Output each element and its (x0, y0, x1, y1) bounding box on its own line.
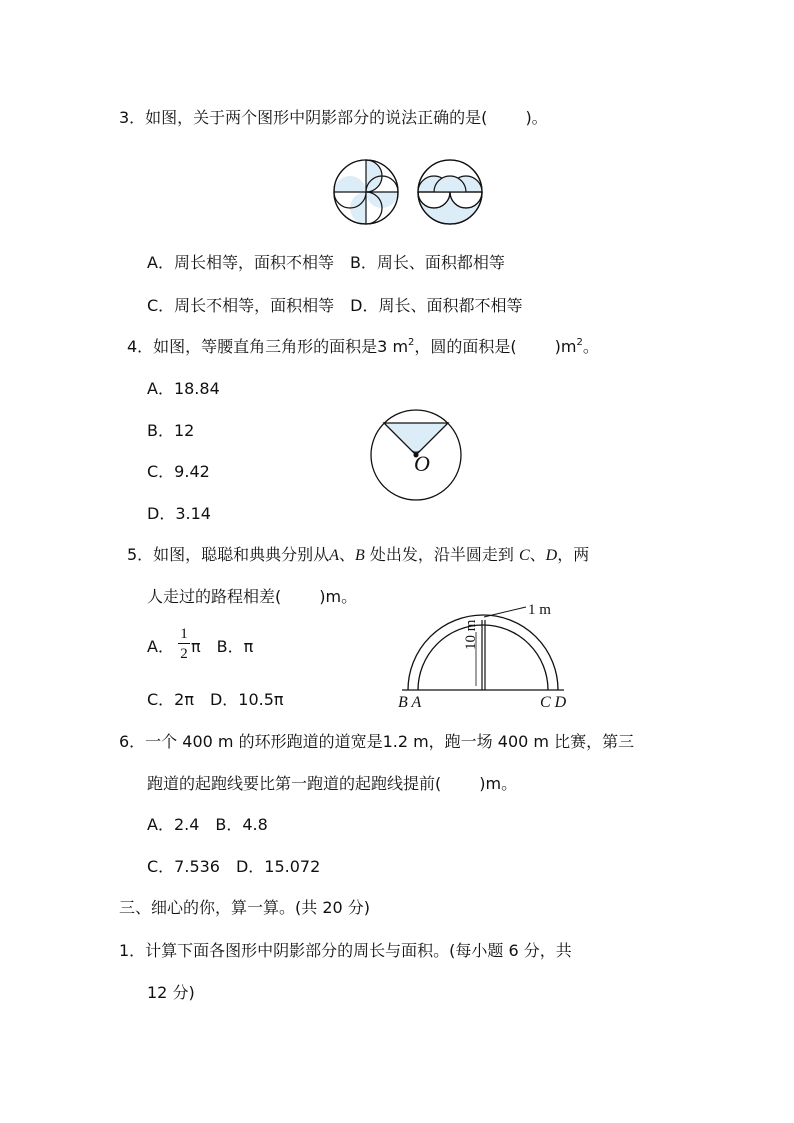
q6-line2-b: )m。 (479, 774, 518, 793)
q5-frac-den: 2 (180, 646, 188, 662)
q6-stem-line1: 6．一个 400 m 的环形跑道的道宽是1.2 m，跑一场 400 m 比赛，第三 (119, 732, 635, 751)
q3-figure (330, 158, 490, 228)
q4-sup-2: 2 (576, 337, 583, 348)
q4-stem-end: 。 (582, 337, 599, 356)
q5-line1-a: 5．如图，聪聪和典典分别从 (127, 545, 330, 564)
q4-option-b: B．12 (147, 421, 195, 440)
q5-figure-semicircles (396, 600, 586, 700)
q5-var-a: A (329, 547, 339, 564)
q4-sup-1: 2 (408, 337, 415, 348)
q3-stem-suffix: )。 (525, 108, 548, 127)
q5-var-b: B (354, 547, 365, 564)
section3-heading: 三、细心的你，算一算。(共 20 分) (119, 898, 371, 917)
q4-stem-unit: )m (554, 337, 577, 356)
section3-q1-line1: 1．计算下面各图形中阴影部分的周长与面积。(每小题 6 分，共 (119, 941, 572, 960)
q5-label-radius: 10 m (463, 619, 479, 650)
q4-stem-prefix: 4．如图，等腰直角三角形的面积是3 m (127, 337, 409, 356)
q4-option-d: D．3.14 (147, 504, 211, 523)
q5-frac-num: 1 (180, 626, 188, 642)
q5-var-d: D (545, 547, 558, 564)
q3-option-row-1: A．周长相等，面积不相等 B．周长、面积都相等 (147, 253, 505, 272)
q5-stem-line2 (147, 587, 357, 607)
q5-option-a-suffix: π B．π (191, 637, 254, 656)
q4-option-a: A．18.84 (147, 379, 220, 398)
q5-line2-b: )m。 (319, 587, 358, 606)
q4-option-c: C．9.42 (147, 462, 210, 481)
q3-option-row-2: C．周长不相等，面积相等 D．周长、面积都不相等 (147, 296, 523, 315)
q5-label-cd: C D (540, 694, 567, 711)
q5-option-a-prefix: A． (147, 637, 174, 656)
q3-stem-prefix: 3．如图，关于两个图形中阴影部分的说法正确的是( (119, 108, 488, 127)
section3-q1-line2: 12 分) (147, 983, 195, 1002)
q3-scallop-circle (418, 160, 482, 224)
q6-line2-a: 跑道的起跑线要比第一跑道的起跑线提前( (147, 774, 442, 793)
q4-stem (127, 337, 599, 357)
q5-line1-c: ，两 (557, 545, 590, 564)
q6-options-cd: C．7.536 D．15.072 (147, 857, 321, 876)
q3-pinwheel-circle (334, 160, 398, 224)
q5-line2-a: 人走过的路程相差( (147, 587, 282, 606)
q6-options-ab: A．2.4 B．4.8 (147, 815, 268, 834)
q5-var-c: C (518, 547, 530, 564)
q4-center-label: O (414, 451, 430, 476)
q6-stem-line2 (147, 774, 517, 794)
q5-sep-1: 、 (338, 545, 355, 564)
q5-line1-b: 处出发，沿半圆走到 (364, 545, 519, 564)
q5-sep-2: 、 (529, 545, 546, 564)
q5-frac-bar (178, 643, 190, 644)
q5-label-width: 1 m (528, 602, 551, 618)
q3-stem (119, 108, 548, 128)
q4-stem-mid: ，圆的面积是( (414, 337, 517, 356)
q5-label-ba: B A (398, 694, 422, 711)
q5-stem-line1 (127, 545, 589, 566)
q5-options-cd: C．2π D．10.5π (147, 690, 284, 709)
